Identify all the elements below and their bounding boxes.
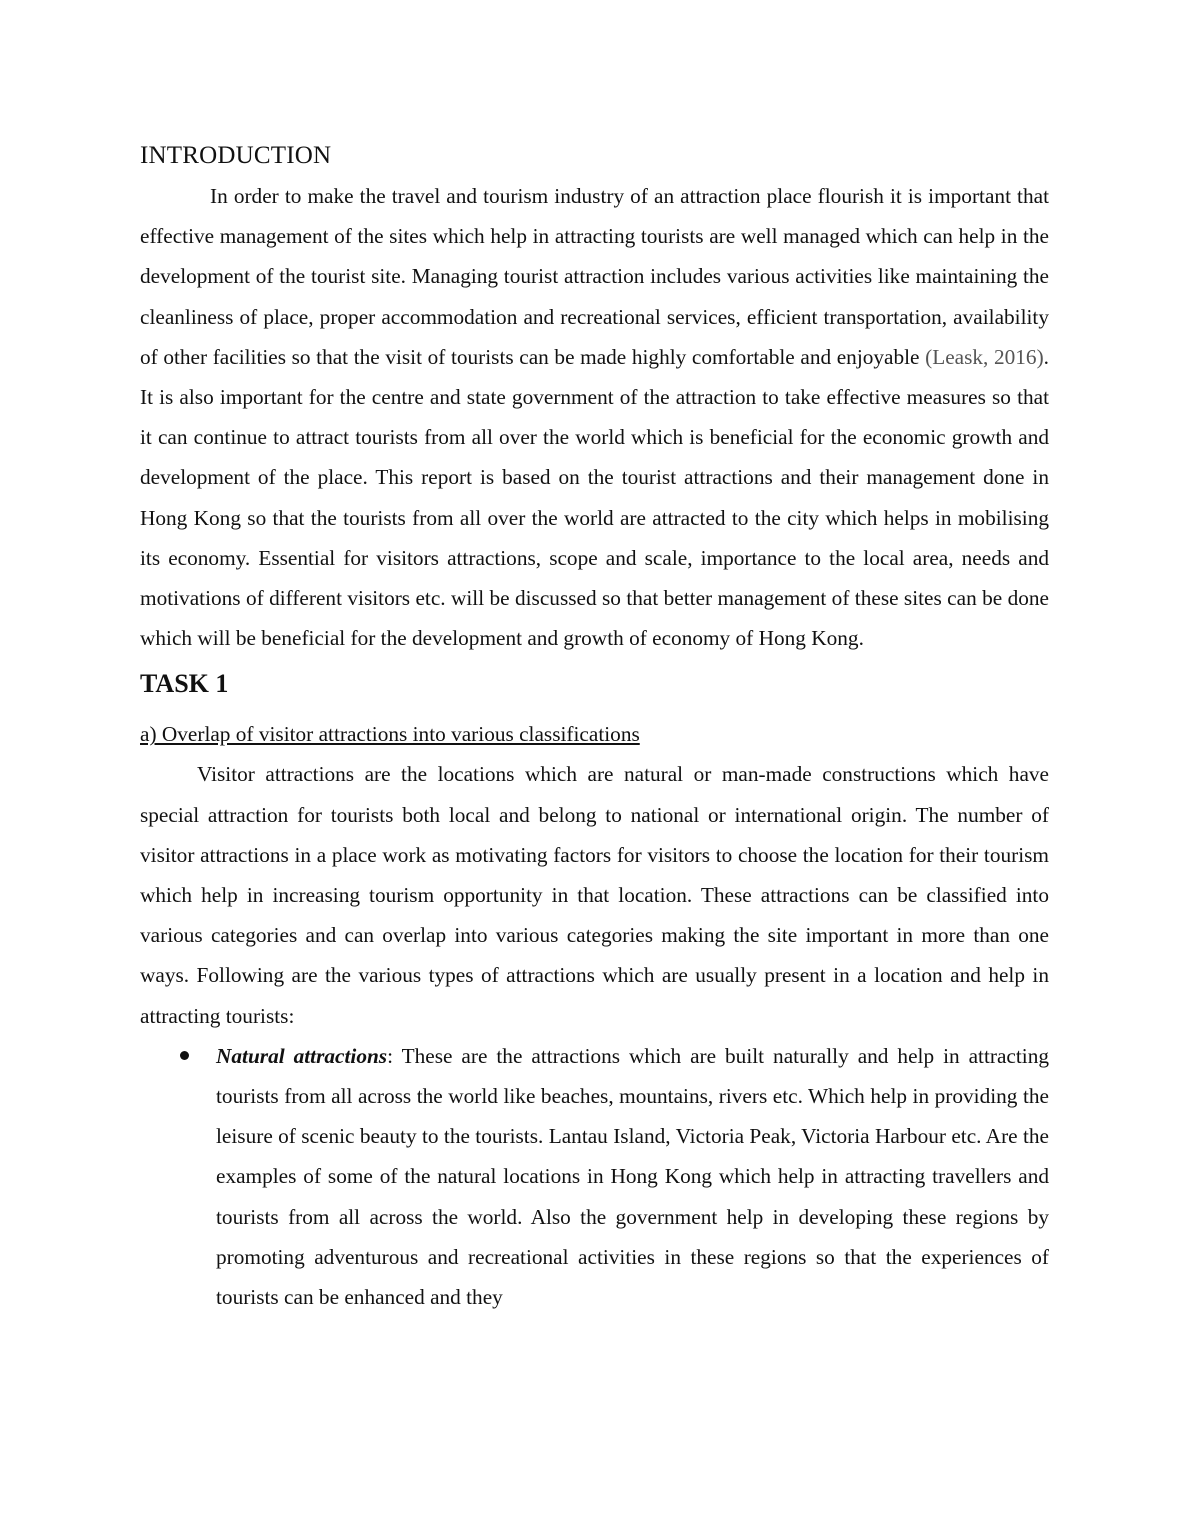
task1-subheading: a) Overlap of visitor attractions into various classifications <box>140 722 640 747</box>
introduction-text-part2: . It is also important for the centre and state government of the attraction to take effective measures so that it can continue to attract tourists from all over the world which is beneficial for the economic growth and development of the place. This report is based on the tourist attractions and their management done in Hong Kong so that the tourists from all over the world are attracted to the city which helps in mobilising its economy. Essential for visitors attractions, scope and scale, importance to the local area, needs and motivations of different visitors etc. will be discussed so that better management of these sites can be done which will be beneficial for the development and growth of economy of Hong Kong. <box>140 344 1049 651</box>
introduction-heading: INTRODUCTION <box>140 142 332 169</box>
bullet-paragraph <box>216 1036 1049 1317</box>
bullet-term: Natural attractions <box>216 1043 388 1068</box>
introduction-text-part1: In order to make the travel and tourism industry of an attraction place flourish it is important that effective management of the sites which help in attracting tourists are well managed which can help in the development of the tourist site. Managing tourist attraction includes various activities like maintaining the cleanliness of place, proper accommodation and recreational services, efficient transportation, availability of other facilities so that the visit of tourists can be made highly comfortable and enjoyable <box>140 184 1049 369</box>
citation: (Leask, 2016) <box>925 344 1044 369</box>
attractions-list <box>140 1036 1049 1317</box>
introduction-paragraph <box>140 176 1049 658</box>
bullet-icon <box>180 1051 189 1060</box>
document-page <box>140 138 1049 1317</box>
list-item <box>140 1036 1049 1317</box>
bullet-text: : These are the attractions which are built naturally and help in attracting tourists from all across the world like beaches, mountains, rivers etc. Which help in providing the leisure of scenic beauty to the tourists. Lantau Island, Victoria Peak, Victoria Harbour etc. Are the examples of some of the natural locations in Hong Kong which help in attracting travellers and tourists from all across the world. Also the government help in developing these regions by promoting adventurous and recreational activities in these regions so that the experiences of tourists can be enhanced and they <box>216 1043 1050 1310</box>
task1-paragraph: Visitor attractions are the locations which are natural or man-made constructions which have special attraction for tourists both local and belong to national or international origin. The number of visitor attractions in a place work as motivating factors for visitors to choose the location for their tourism which help in increasing tourism opportunity in that location. These attractions can be classified into various categories and can overlap into various categories making the site important in more than one ways. Following are the various types of attractions which are usually present in a location and help in attracting tourists: <box>140 762 1049 1028</box>
task1-heading: TASK 1 <box>140 669 229 699</box>
